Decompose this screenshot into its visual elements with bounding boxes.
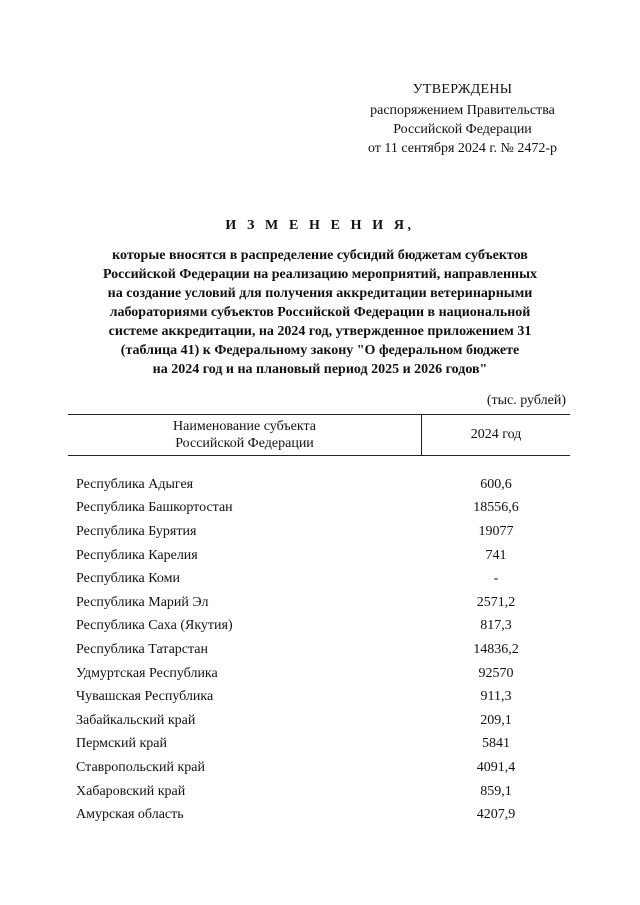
header-subject-line-1: Наименование субъекта <box>173 419 316 434</box>
subject-name: Республика Башкортостан <box>76 500 233 516</box>
subject-name: Амурская область <box>76 807 184 823</box>
subtitle-line: (таблица 41) к Федеральному закону "О федеральном бюджете <box>120 343 520 358</box>
subtitle-line: Российской Федерации на реализацию мероприятий, направленных <box>102 267 538 282</box>
subtitle-line: на 2024 год и на плановый период 2025 и 2026 годов" <box>152 362 488 377</box>
subject-name: Республика Карелия <box>76 547 198 563</box>
document-title: И З М Е Н Е Н И Я, <box>225 218 415 233</box>
table-row <box>68 591 570 615</box>
subject-value: 911,3 <box>480 689 512 705</box>
subject-name: Ставропольский край <box>76 759 205 775</box>
approval-block <box>330 80 595 158</box>
subtitle-line: на создание условий для получения аккредитации ветеринарными <box>107 286 533 301</box>
subtitle-line: системе аккредитации, на 2024 год, утвержденное приложением 31 <box>108 324 532 339</box>
subject-name: Пермский край <box>76 736 167 752</box>
subject-value: 209,1 <box>480 712 512 728</box>
subject-value: 600,6 <box>480 476 512 492</box>
subject-name: Чувашская Республика <box>76 689 214 705</box>
table-row <box>68 733 570 757</box>
approval-line-3: от 11 сентября 2024 г. № 2472-р <box>367 141 558 156</box>
subtitle-line: лабораториями субъектов Российской Федерации в национальной <box>109 305 531 320</box>
subject-name: Республика Саха (Якутия) <box>76 618 233 634</box>
subtitle-line: которые вносятся в распределение субсидий бюджетам субъектов <box>112 248 528 263</box>
table-header <box>68 414 570 456</box>
table-row <box>68 567 570 591</box>
table-row <box>68 497 570 521</box>
subject-value: 18556,6 <box>473 500 519 516</box>
table-row <box>68 756 570 780</box>
table-row <box>68 662 570 686</box>
header-subject-line-2: Российской Федерации <box>175 436 314 451</box>
table-row <box>68 709 570 733</box>
document-subtitle <box>70 246 570 379</box>
table-row <box>68 780 570 804</box>
subject-value: 2571,2 <box>476 594 516 610</box>
subject-name: Хабаровский край <box>76 783 186 799</box>
subject-name: Забайкальский край <box>76 712 196 728</box>
subject-value: 859,1 <box>480 783 512 799</box>
units-label: (тыс. рублей) <box>486 393 566 408</box>
subject-value: 5841 <box>482 736 510 752</box>
table-row <box>68 473 570 497</box>
table-row <box>68 544 570 568</box>
table-body <box>68 456 570 827</box>
subject-name: Республика Татарстан <box>76 641 209 657</box>
approval-line-2: Российской Федерации <box>393 122 532 137</box>
table-row <box>68 685 570 709</box>
subject-name: Республика Адыгея <box>76 476 194 492</box>
subject-name: Республика Бурятия <box>76 523 197 539</box>
header-year: 2024 год <box>470 427 522 442</box>
subsidy-table <box>68 414 570 827</box>
header-subject <box>68 415 422 455</box>
table-row <box>68 520 570 544</box>
subject-value: 741 <box>485 547 507 563</box>
subject-value: 19077 <box>478 523 514 539</box>
table-row <box>68 638 570 662</box>
subject-value: 4207,9 <box>476 807 516 823</box>
subject-value: 817,3 <box>480 618 512 634</box>
subject-value: 4091,4 <box>476 759 516 775</box>
subject-value: - <box>493 571 499 587</box>
approval-heading: УТВЕРЖДЕНЫ <box>412 82 513 97</box>
subject-name: Удмуртская Республика <box>76 665 218 681</box>
subject-name: Республика Марий Эл <box>76 594 209 610</box>
subject-value: 92570 <box>478 665 514 681</box>
table-row <box>68 803 570 827</box>
table-row <box>68 615 570 639</box>
subject-name: Республика Коми <box>76 571 180 587</box>
subject-value: 14836,2 <box>473 641 519 657</box>
approval-line-1: распоряжением Правительства <box>370 103 555 118</box>
